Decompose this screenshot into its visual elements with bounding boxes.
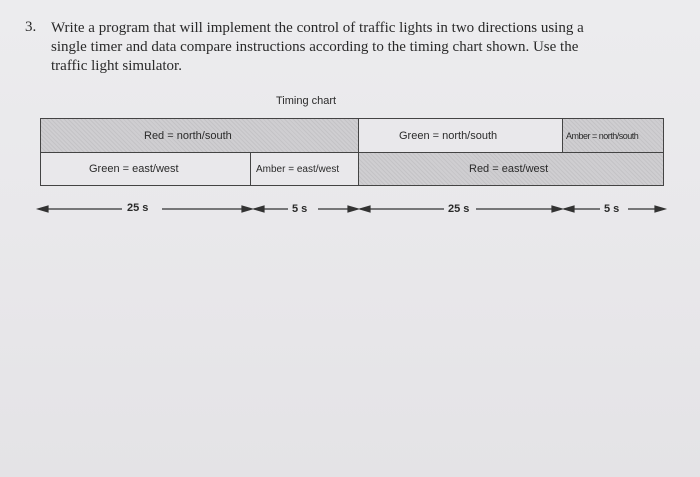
cell-label: Amber = north/south — [566, 130, 639, 141]
cell-amber-north-south — [563, 119, 663, 152]
question-line-2: single timer and data compare instructions according to the timing chart shown. Use the — [51, 39, 579, 55]
question-text — [51, 19, 651, 76]
duration-label-1: 25 s — [127, 202, 149, 214]
cell-label: Green = north/south — [399, 129, 498, 142]
question-line-3: traffic light simulator. — [51, 58, 182, 74]
cell-amber-east-west — [251, 153, 359, 185]
cell-red-north-south — [41, 119, 359, 152]
chart-title: Timing chart — [276, 95, 337, 107]
duration-label-4: 5 s — [604, 203, 620, 215]
duration-arrows — [0, 199, 700, 223]
cell-label: Red = east/west — [469, 163, 549, 175]
cell-label: Amber = east/west — [256, 163, 340, 175]
duration-label-2: 5 s — [292, 203, 308, 215]
cell-label: Red = north/south — [144, 129, 232, 142]
question-line-1: Write a program that will implement the control of traffic lights in two directions using a — [51, 20, 584, 36]
cell-label: Green = east/west — [89, 163, 179, 175]
question-number: 3. — [25, 19, 37, 35]
cell-red-east-west — [359, 153, 663, 185]
timing-row-north-south — [40, 118, 664, 153]
timing-row-east-west — [40, 152, 664, 186]
cell-green-north-south — [359, 119, 563, 152]
cell-green-east-west — [41, 153, 251, 185]
duration-label-3: 25 s — [448, 203, 470, 215]
duration-arrow-lines — [0, 199, 700, 223]
